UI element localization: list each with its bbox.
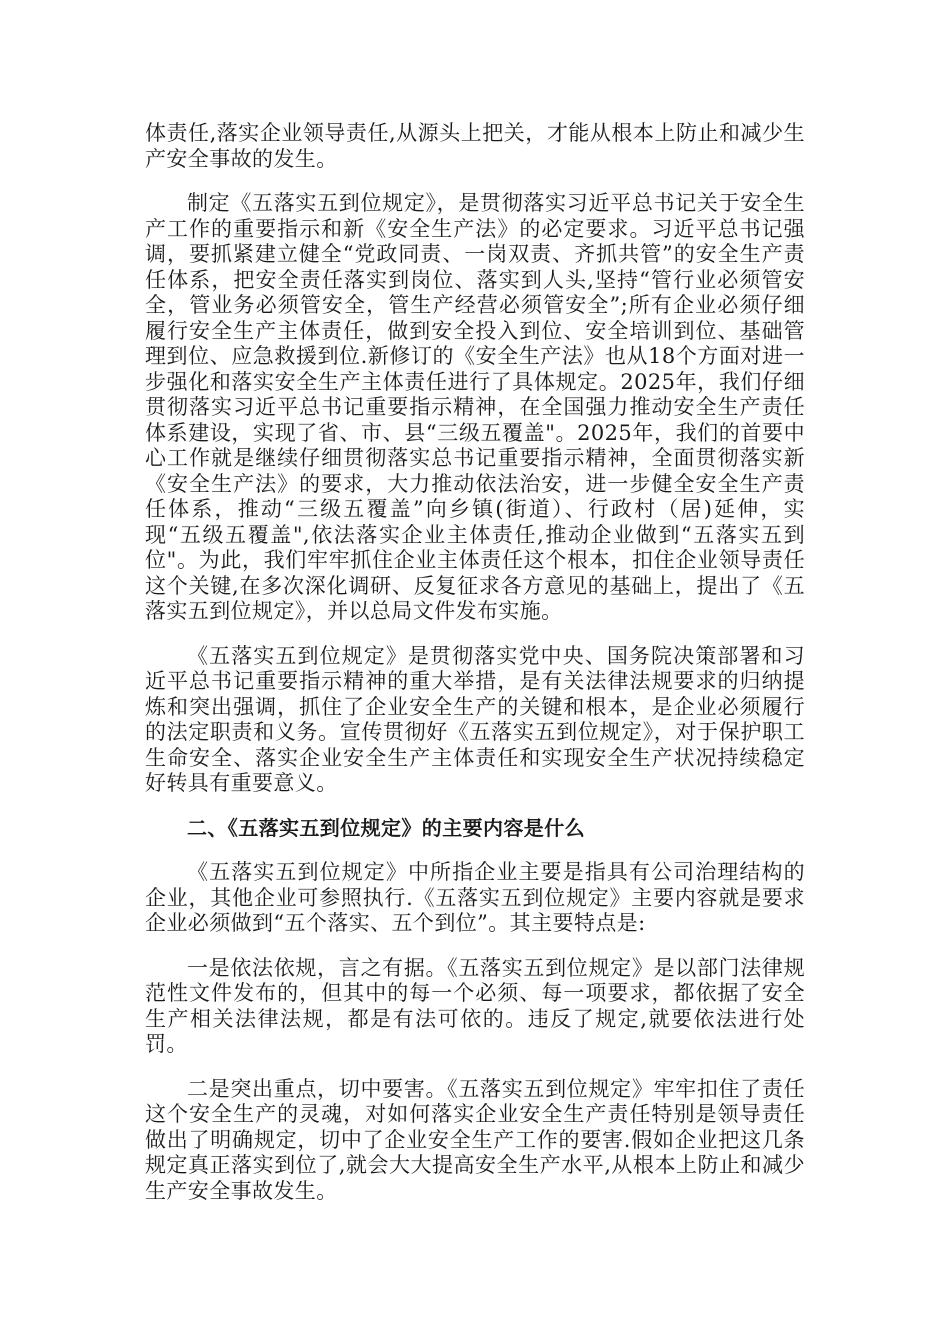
paragraph-regulation-background: 制定《五落实五到位规定》，是贯彻落实习近平总书记关于安全生产工作的重要指示和新《安全生产法》的必定要求。习近平总书记强调，要抓紧建立健全“党政同责、一岗双责、齐抓共管”的安全生产责任体系，把安全责任落实到岗位、落实到人头,坚持“管行业必须管安全，管业务必须管安全，管生产经营必须管安全”;所有企业必须仔细履行安全生产主体责任，做到安全投入到位、安全培训到位、基础管理到位、应急救援到位.新修订的《安全生产法》也从18个方面对进一步强化和落实安全生产主体责任进行了具体规定。2025年，我们仔细贯彻落实习近平总书记重要指示精神，在全国强力推动安全生产责任体系建设，实现了省、市、县“三级五覆盖"。2025年，我们的首要中心工作就是继续仔细贯彻落实总书记重要指示精神，全面贯彻落实新《安全生产法》的要求，大力推动依法治安，进一步健全安全生产责任体系，推动“三级五覆盖”向乡镇(街道）、行政村（居)延伸，实现“五级五覆盖",依法落实企业主体责任,推动企业做到“五落实五到位"。为此，我们牢牢抓住企业主体责任这个根本，扣住企业领导责任这个关键,在多次深化调研、反复征求各方意见的基础上，提出了《五落实五到位规定》，并以总局文件发布实施。 — [145, 191, 805, 623]
section-heading: 二、《五落实五到位规定》的主要内容是什么 — [187, 815, 585, 840]
paragraph-main-content: 《五落实五到位规定》中所指企业主要是指具有公司治理结构的企业，其他企业可参照执行.《五落实五到位规定》主要内容就是要求企业必须做到“五个落实、五个到位”。其主要特点是: — [145, 860, 805, 935]
document-body — [145, 121, 805, 1223]
paragraph-feature-one: 一是依法依规，言之有据。《五落实五到位规定》是以部门法律规范性文件发布的，但其中的每一个必须、每一项要求，都依据了安全生产相关法律法规，都是有法可依的。违反了规定,就要依法进行处罚。 — [145, 955, 805, 1056]
paragraph-regulation-significance: 《五落实五到位规定》是贯彻落实党中央、国务院决策部署和习近平总书记重要指示精神的重大举措，是有关法律法规要求的归纳提炼和突出强调，抓住了企业安全生产的关键和根本，是企业必须履行的法定职责和义务。宣传贯彻好《五落实五到位规定》，对于保护职工生命安全、落实企业安全生产主体责任和实现安全生产状况持续稳定好转具有重要意义。 — [145, 643, 805, 795]
paragraph-feature-two: 二是突出重点，切中要害。《五落实五到位规定》牢牢扣住了责任这个安全生产的灵魂，对如何落实企业安全生产责任特别是领导责任做出了明确规定，切中了企业安全生产工作的要害.假如企业把这几条规定真正落实到位了,就会大大提高安全生产水平,从根本上防止和减少生产安全事故发生。 — [145, 1076, 805, 1203]
paragraph-continuation: 体责任,落实企业领导责任,从源头上把关，才能从根本上防止和减少生产安全事故的发生。 — [145, 121, 805, 171]
